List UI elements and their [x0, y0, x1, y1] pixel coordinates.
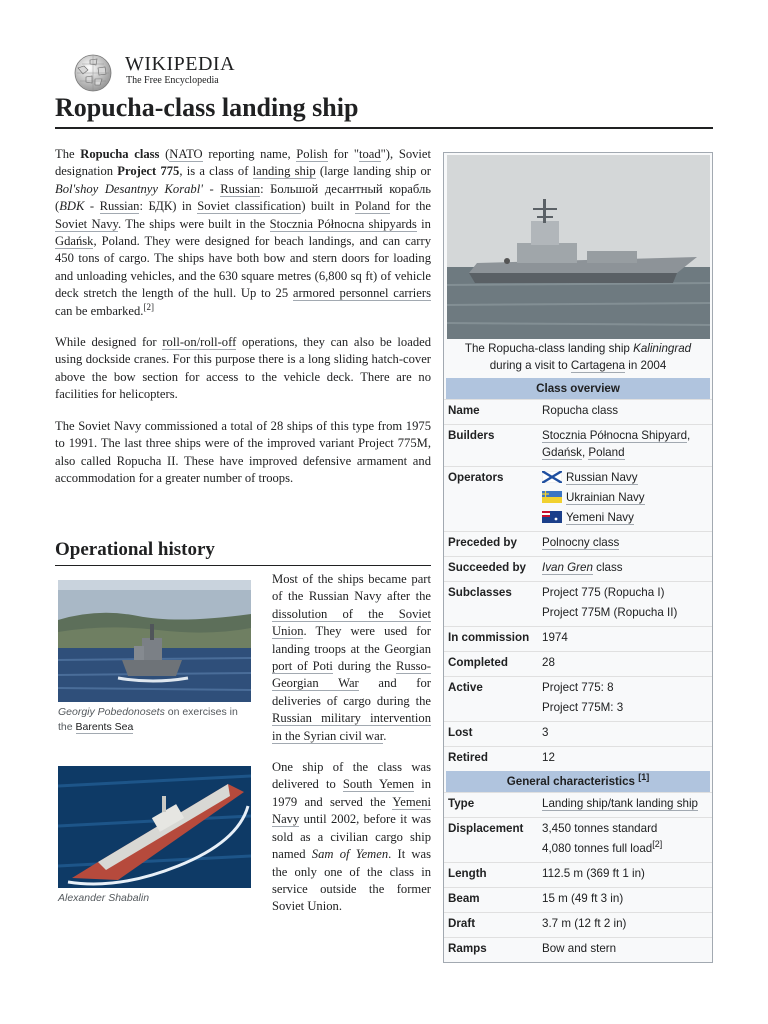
text-run: during the — [332, 659, 396, 674]
page-title: Ropucha-class landing ship — [55, 93, 359, 122]
lead-section — [55, 146, 431, 501]
text-run: can be embarked. — [55, 303, 144, 318]
text-run: One ship of the class was delivered to — [272, 760, 431, 792]
text-run: Georgiy Pobedonosets — [58, 706, 165, 718]
infobox-row — [444, 937, 712, 962]
infobox-label: Lost — [448, 726, 473, 739]
infobox-label: Preceded by — [448, 536, 517, 549]
text-run: . They were used for landing troops at the Georgian — [272, 624, 431, 656]
infobox-value-line — [542, 940, 708, 957]
infobox-value-line — [542, 509, 708, 526]
text-run: Ropucha class — [80, 147, 160, 161]
wiki-link[interactable]: port of Poti — [272, 659, 333, 674]
text-run: (large landing ship or — [315, 164, 431, 179]
text-run: : БДК) in — [139, 199, 198, 214]
infobox-row — [444, 651, 712, 676]
text-run: until 2002, before it was sold as a civilian cargo ship named — [272, 812, 431, 862]
infobox-value-line — [542, 402, 708, 419]
infobox-value-line — [542, 654, 708, 671]
wiki-link[interactable]: Soviet classification — [197, 199, 302, 214]
wiki-link[interactable]: Stocznia Północna Shipyard — [542, 429, 688, 442]
text-run: 28 — [542, 656, 555, 669]
wiki-link[interactable]: Barents Sea — [75, 721, 134, 733]
infobox-row — [444, 399, 712, 424]
text-run: for the — [389, 199, 431, 214]
infobox-value — [542, 865, 712, 885]
text-run: on exercises in the — [58, 706, 238, 733]
text-run: Project 775 (Ropucha I) — [542, 586, 665, 599]
text-run: 3.7 m (12 ft 2 in) — [542, 917, 627, 930]
text-run: Alexander Shabalin — [58, 892, 150, 904]
text-run: 3,450 tonnes standard — [542, 822, 658, 835]
text-run: While designed for — [55, 335, 163, 350]
infobox-value — [542, 724, 712, 744]
infobox-value — [542, 584, 712, 624]
infobox-row — [444, 912, 712, 937]
wiki-link[interactable]: Polish — [296, 147, 328, 161]
ops-paragraph — [272, 759, 431, 916]
text-run: and for deliveries of cargo during the — [272, 676, 431, 708]
infobox-section-header — [446, 378, 710, 399]
infobox-label: Displacement — [448, 822, 524, 835]
site-wordmark[interactable]: WIKIPEDIA — [125, 53, 236, 75]
infobox-label: Beam — [448, 892, 480, 905]
infobox-value — [542, 427, 712, 464]
citation-ref[interactable]: [2] — [652, 839, 663, 850]
text-run: for " — [327, 147, 359, 161]
infobox-value-line — [542, 629, 708, 646]
wikipedia-globe-icon[interactable] — [70, 52, 116, 92]
citation-ref[interactable]: [2] — [143, 301, 154, 312]
infobox-row — [444, 676, 712, 721]
text-run: General characteristics — [506, 775, 639, 788]
text-run: class — [592, 561, 623, 574]
infobox-value — [542, 915, 712, 935]
text-run: during a visit to — [489, 359, 571, 372]
wiki-link[interactable]: NATO — [169, 147, 203, 161]
figure-exercises — [58, 580, 251, 735]
infobox-value — [542, 654, 712, 674]
wiki-link[interactable]: Poland — [354, 199, 390, 214]
infobox-value-line — [542, 534, 708, 551]
russian-navy-flag-icon — [542, 471, 562, 483]
infobox-value-line — [542, 604, 708, 621]
section-heading: Operational history — [55, 538, 431, 566]
infobox-value-line — [542, 820, 708, 837]
infobox-value — [542, 940, 712, 960]
text-run: ( — [159, 147, 170, 161]
wiki-link[interactable]: Landing ship/tank landing ship — [542, 797, 698, 810]
infobox-label: Type — [448, 797, 475, 810]
infobox-row — [444, 556, 712, 581]
text-run: . It was the only one of the class in service outside the former Soviet Union. — [272, 847, 432, 914]
infobox-value-line — [542, 915, 708, 932]
text-run: Bol'shoy Desantnyy Korabl' — [55, 181, 203, 196]
wiki-link[interactable]: Gdańsk — [542, 446, 582, 459]
infobox-value — [542, 402, 712, 422]
text-run: Class overview — [536, 382, 620, 395]
infobox-row — [444, 887, 712, 912]
wiki-link[interactable]: landing ship — [252, 164, 316, 179]
ship-photo-barents[interactable] — [58, 580, 251, 702]
text-run: 12 — [542, 751, 555, 764]
wiki-link[interactable]: Russo-Georgian War — [272, 659, 431, 691]
wiki-link[interactable]: Russian military intervention in the Syrian civil war — [272, 711, 431, 743]
infobox-value — [542, 679, 712, 719]
infobox-row — [444, 721, 712, 746]
wiki-link[interactable]: South Yemen — [342, 777, 415, 792]
wiki-link[interactable]: Ivan Gren — [542, 561, 593, 574]
infobox-row — [444, 792, 712, 817]
text-run: Project 775 — [117, 164, 180, 179]
infobox-value-line — [542, 890, 708, 907]
infobox-section-header — [446, 771, 710, 792]
ship-photo-shabalin[interactable] — [58, 766, 251, 888]
infobox-label: Active — [448, 681, 483, 694]
text-run: The Soviet Navy commissioned a total of 28 ships of this type from 1975 to 1991. The last three ships were of the improved variant Project 775M, also called Ropucha II. These have improved defensive armament and accommodation for a greater number of troops. — [55, 418, 431, 485]
infobox-value-line — [542, 469, 708, 486]
figure-caption — [58, 891, 251, 906]
site-tagline: The Free Encyclopedia — [126, 75, 219, 86]
infobox-label: Subclasses — [448, 586, 512, 599]
infobox-value-line — [542, 699, 708, 716]
infobox-value — [542, 469, 712, 529]
infobox-value-line — [542, 559, 708, 576]
wiki-link[interactable]: Russian — [220, 181, 261, 196]
infobox-value-line — [542, 489, 708, 506]
infobox-row — [444, 817, 712, 862]
infobox-row — [444, 862, 712, 887]
infobox-value — [542, 629, 712, 649]
infobox-row — [444, 746, 712, 771]
figure-caption — [58, 705, 251, 735]
text-run: - — [84, 199, 100, 214]
text-run: in 2004 — [625, 359, 667, 372]
lead-paragraph — [55, 418, 431, 488]
wiki-link[interactable]: Cartagena — [570, 359, 626, 372]
text-run: in — [416, 216, 431, 231]
infobox-value-line — [542, 584, 708, 601]
ops-paragraph — [272, 571, 431, 745]
text-run: 112.5 m (369 ft 1 in) — [542, 867, 645, 880]
wiki-link[interactable]: dissolution of the Soviet Union — [272, 606, 431, 639]
text-run: , — [687, 429, 691, 442]
infobox-value — [542, 534, 712, 554]
wiki-link[interactable]: toad — [358, 147, 381, 161]
infobox-label: Builders — [448, 429, 495, 442]
wiki-link[interactable]: roll-on/roll-off — [162, 335, 237, 350]
wiki-link[interactable]: Soviet Navy — [55, 216, 118, 231]
text-run: Project 775: 8 — [542, 681, 614, 694]
infobox-label: Succeeded by — [448, 561, 526, 574]
wiki-link[interactable]: Russian — [99, 199, 140, 214]
yemeni-navy-flag-icon — [542, 511, 562, 523]
infobox-value-line — [542, 865, 708, 882]
infobox-ship-photo[interactable] — [447, 155, 710, 339]
title-divider — [55, 127, 713, 129]
ukrainian-navy-flag-icon — [542, 491, 562, 503]
infobox-row — [444, 581, 712, 626]
infobox-row — [444, 424, 712, 466]
infobox-label: Ramps — [448, 942, 487, 955]
infobox-value-line — [542, 840, 708, 857]
text-run: 1974 — [542, 631, 568, 644]
text-run: , Poland. They were designed for beach landings, and can carry 450 tons of cargo. The ships have both bow and stern doors for loading and unloading vehicles, and the 630 square metres (6,800 sq ft) of vehicle deck stretch the length of the hull. Up to 25 — [55, 234, 431, 301]
text-run: Project 775M (Ropucha II) — [542, 606, 678, 619]
infobox-caption — [444, 339, 712, 378]
infobox-row — [444, 531, 712, 556]
wiki-link[interactable]: Poland — [588, 446, 625, 459]
citation-ref[interactable]: [1] — [638, 772, 650, 783]
infobox-value — [542, 559, 712, 579]
text-run: , is a class of — [179, 164, 253, 179]
operational-history-text — [272, 571, 431, 930]
wiki-link[interactable]: Polnocny class — [542, 536, 620, 549]
infobox-value — [542, 820, 712, 860]
infobox-value — [542, 795, 712, 815]
wiki-link[interactable]: Stocznia Północna shipyards — [269, 216, 417, 231]
wiki-link[interactable]: Gdańsk — [55, 234, 94, 249]
infobox — [443, 152, 713, 963]
infobox-sections — [444, 378, 712, 962]
infobox-label: Length — [448, 867, 487, 880]
wiki-link[interactable]: armored personnel carriers — [292, 286, 431, 301]
text-run: 4,080 tonnes full load — [542, 842, 653, 855]
text-run: operations, they can also be loaded using dockside cranes. For this purpose there is a long sliding hatch-cover above the bow section for access to the vehicle deck. There are no facilities for helicopters. — [55, 335, 431, 402]
lead-paragraph — [55, 146, 431, 320]
infobox-row — [444, 626, 712, 651]
infobox-label: Retired — [448, 751, 488, 764]
wiki-link[interactable]: Ukrainian Navy — [566, 491, 645, 504]
text-run: Kaliningrad — [633, 342, 692, 355]
infobox-label: In commission — [448, 631, 530, 644]
infobox-label: Name — [448, 404, 480, 417]
text-run: , — [581, 446, 589, 459]
text-run: Ropucha class — [542, 404, 619, 417]
infobox-value-line — [542, 427, 708, 461]
infobox-label: Operators — [448, 471, 504, 484]
infobox-label: Completed — [448, 656, 508, 669]
text-run: The — [55, 147, 81, 161]
text-run: in 1979 and served the — [272, 777, 431, 809]
text-run: Sam of Yemen — [311, 847, 389, 862]
infobox-value-line — [542, 795, 708, 812]
infobox-row — [444, 466, 712, 531]
text-run: "), Soviet designation — [55, 147, 432, 179]
infobox-value-line — [542, 679, 708, 696]
text-run: 15 m (49 ft 3 in) — [542, 892, 624, 905]
text-run: - — [202, 181, 221, 196]
text-run: Project 775M: 3 — [542, 701, 624, 714]
text-run: Bow and stern — [542, 942, 617, 955]
infobox-value — [542, 749, 712, 769]
text-run: Most of the ships became part of the Russian Navy after the — [272, 572, 431, 604]
figure-shabalin — [58, 766, 251, 906]
text-run: ) built in — [301, 199, 355, 214]
infobox-label: Draft — [448, 917, 476, 930]
infobox-value-line — [542, 724, 708, 741]
text-run: : Большой десантный корабль ( — [55, 181, 431, 214]
wiki-link[interactable]: Yemeni Navy — [272, 794, 431, 827]
text-run: . The ships were built in the — [118, 216, 270, 231]
wiki-link[interactable]: Yemeni Navy — [566, 511, 634, 524]
text-run: The Ropucha-class landing ship — [464, 342, 634, 355]
text-run: reporting name, — [202, 147, 297, 161]
wiki-link[interactable]: Russian Navy — [566, 471, 638, 484]
text-run: 3 — [542, 726, 549, 739]
infobox-value — [542, 890, 712, 910]
text-run: BDK — [59, 199, 85, 214]
infobox-value-line — [542, 749, 708, 766]
lead-paragraph — [55, 334, 431, 404]
text-run: . — [383, 728, 387, 743]
